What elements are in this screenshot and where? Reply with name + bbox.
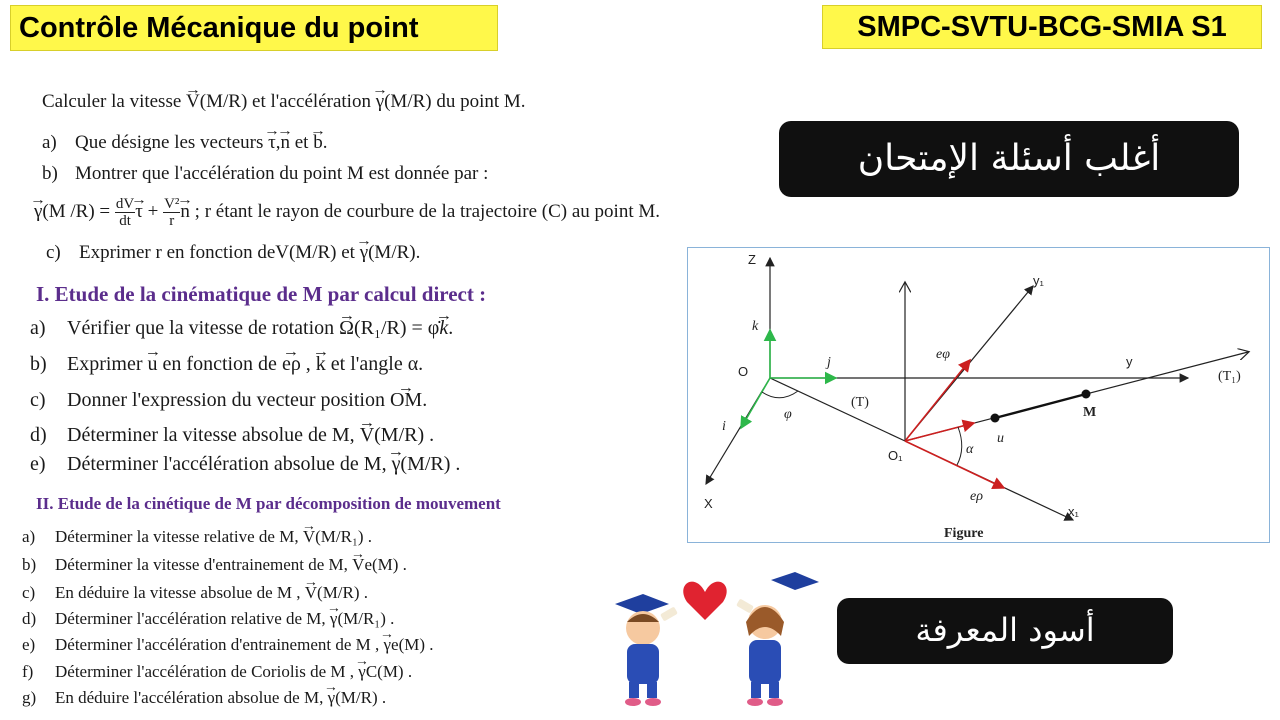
text: + [142, 200, 164, 222]
k-label: k [752, 319, 759, 334]
course-level-title: SMPC-SVTU-BCG-SMIA S1 [822, 5, 1262, 49]
numerator: dV [115, 196, 135, 212]
item-label: b) [22, 555, 37, 574]
section-2-item-f [22, 662, 412, 682]
u-label: u [997, 431, 1004, 446]
denominator: dt [119, 213, 131, 229]
section-1-item-e [30, 453, 460, 476]
text: (M/R) . [374, 424, 435, 446]
section-2-item-b [22, 555, 407, 575]
intro-question-b [42, 163, 488, 185]
text: En déduire l'accélération absolue de M, [55, 688, 328, 707]
text: (R₁/R) = φ̇ [354, 317, 440, 339]
acceleration-vector: → γ [34, 201, 42, 223]
acceleration-formula [34, 196, 660, 229]
text: Déterminer la vitesse absolue de M, [67, 424, 360, 446]
acceleration-vector: → γ [330, 609, 338, 629]
tau-vector: → τ [135, 201, 143, 223]
section-2-item-g [22, 688, 386, 708]
text: et [290, 132, 314, 153]
document-title: Contrôle Mécanique du point [10, 5, 498, 51]
x1-label: x₁ [1068, 504, 1079, 519]
exam-questions-banner: أغلب أسئلة الإمتحان [779, 121, 1239, 197]
phi-label: φ [784, 407, 792, 422]
alpha-label: α [966, 442, 974, 457]
item-label: c) [30, 389, 46, 411]
e-rho-vector: → eρ [282, 353, 301, 376]
section-2-item-c [22, 583, 368, 603]
text: (M/R₁) . [337, 609, 395, 628]
figure-caption: Figure [944, 526, 984, 541]
text: et l'angle α. [325, 353, 424, 375]
k-vector: → k [316, 353, 326, 376]
text: Donner l'expression du vecteur position [67, 389, 390, 411]
tau-vector: → τ [268, 132, 276, 154]
heart-icon [683, 582, 726, 620]
intro-question-c [46, 242, 420, 264]
item-label: d) [30, 424, 47, 446]
item-label: b) [42, 163, 58, 184]
section-1-item-d [30, 424, 434, 447]
acceleration-vector: → γ [360, 242, 368, 264]
origin-o-label: O [738, 364, 749, 379]
numerator: V² [164, 196, 180, 212]
text: ; r étant le rayon de courbure de la trajectoire (C) au point M. [189, 200, 660, 222]
text: (M/R₁) . [315, 527, 373, 546]
text: (M/R). [368, 242, 421, 263]
trajectory-segment [995, 394, 1086, 418]
section-2-heading: II. Etude de la cinétique de M par décomposition de mouvement [36, 494, 501, 513]
item-label: a) [22, 527, 36, 546]
channel-name-banner: أسود المعرفة [837, 598, 1173, 664]
text: Déterminer l'accélération d'entrainement de M , [55, 635, 384, 654]
text: Exprimer r en fonction deV(M/R) et [79, 242, 360, 263]
item-label: e) [22, 635, 36, 654]
text: e(M) . [364, 555, 407, 574]
denominator: r [169, 213, 175, 229]
velocity-vector: → V [360, 424, 374, 447]
text: Déterminer l'accélération de Coriolis de M , [55, 662, 359, 681]
section-1-heading: I. Etude de la cinématique de M par calcul direct : [36, 282, 487, 306]
omega-vector: → Ω [339, 317, 354, 340]
item-label: a) [42, 132, 57, 153]
e-phi-label: eφ [936, 347, 950, 362]
acceleration-vector: → γ [328, 688, 336, 708]
intro-question [42, 91, 526, 113]
text: Déterminer l'accélération absolue de M, [67, 453, 392, 475]
kinematics-figure [687, 247, 1270, 543]
m-label: M [1083, 405, 1097, 420]
n-vector: → n [180, 201, 190, 223]
u-vector [905, 423, 974, 441]
section-2-item-d [22, 609, 394, 629]
i-unit-vector [741, 378, 770, 428]
item-label: f) [22, 662, 34, 681]
text: Calculer la vitesse [42, 91, 187, 112]
item-label: b) [30, 353, 47, 375]
text: Que désigne les vecteurs [75, 132, 269, 153]
acceleration-vector: → γ [392, 453, 401, 476]
velocity-vector: → V [186, 91, 200, 113]
z-label: Z [748, 252, 756, 267]
velocity-vector: → V [303, 527, 315, 547]
text: (M/R) . [317, 583, 369, 602]
point-marker [991, 414, 1000, 423]
acceleration-vector: → γ [384, 635, 392, 655]
b-vector: → b [313, 132, 323, 154]
acceleration-vector: → γ [358, 662, 366, 682]
velocity-vector: → V [305, 583, 317, 603]
acceleration-vector: → γ [376, 91, 384, 113]
text: . [448, 317, 454, 339]
text: (M /R) = [42, 200, 115, 222]
item-label: d) [22, 609, 37, 628]
om-vector: → OM [390, 389, 422, 412]
text: Déterminer la vitesse relative de M, [55, 527, 303, 546]
text: En déduire la vitesse absolue de M , [55, 583, 305, 602]
j-label: j [827, 355, 831, 370]
item-label: c) [22, 583, 36, 602]
e-rho-vector [905, 441, 1004, 488]
y1-label: y₁ [1033, 273, 1044, 288]
text: Déterminer la vitesse d'entrainement de M, [55, 555, 353, 574]
point-m-marker [1082, 390, 1091, 399]
t-label: (T) [851, 395, 869, 410]
graduate-boy-icon [615, 594, 678, 706]
section-2-item-e [22, 635, 434, 655]
text: (M/R) . [400, 453, 461, 475]
t1-label: (T₁) [1218, 369, 1241, 384]
graduate-girl-icon [736, 572, 819, 706]
x-label: X [704, 496, 713, 511]
section-1-item-c [30, 389, 427, 412]
origin-o1-label: O₁ [888, 448, 903, 463]
e-phi-vector [905, 360, 970, 441]
text: , [300, 353, 316, 375]
section-1-item-b [30, 353, 423, 376]
text: . [322, 132, 328, 153]
section-2-item-a [22, 527, 372, 547]
y-label: y [1126, 354, 1133, 369]
text: Montrer que l'accélération du point M est donnée par : [75, 163, 489, 184]
text: en fonction de [157, 353, 282, 375]
item-label: e) [30, 453, 46, 475]
text: Déterminer l'accélération relative de M, [55, 609, 330, 628]
graduates-sticker [605, 562, 835, 712]
k-vector: → k [439, 317, 448, 340]
item-label: c) [46, 242, 61, 263]
text: e(M) . [391, 635, 434, 654]
item-label: a) [30, 317, 46, 339]
figure-drawing [688, 248, 1271, 544]
phi-angle-arc [762, 391, 798, 398]
u-vector: → u [148, 353, 158, 376]
text: , [275, 132, 281, 153]
section-1-item-a [30, 317, 453, 340]
velocity-vector: → V [352, 555, 364, 575]
e-rho-label: eρ [970, 489, 983, 504]
text: Exprimer [67, 353, 148, 375]
text: (M/R) . [335, 688, 387, 707]
text: Vérifier que la vitesse de rotation [67, 317, 340, 339]
i-label: i [722, 419, 726, 434]
text: . [422, 389, 428, 411]
item-label: g) [22, 688, 37, 707]
text: C(M) . [365, 662, 413, 681]
alpha-angle-arc [957, 427, 962, 465]
n-vector: → n [281, 132, 291, 154]
intro-question-a [42, 132, 327, 154]
text: (M/R) et l'accélération [199, 91, 376, 112]
text: (M/R) du point M. [384, 91, 526, 112]
